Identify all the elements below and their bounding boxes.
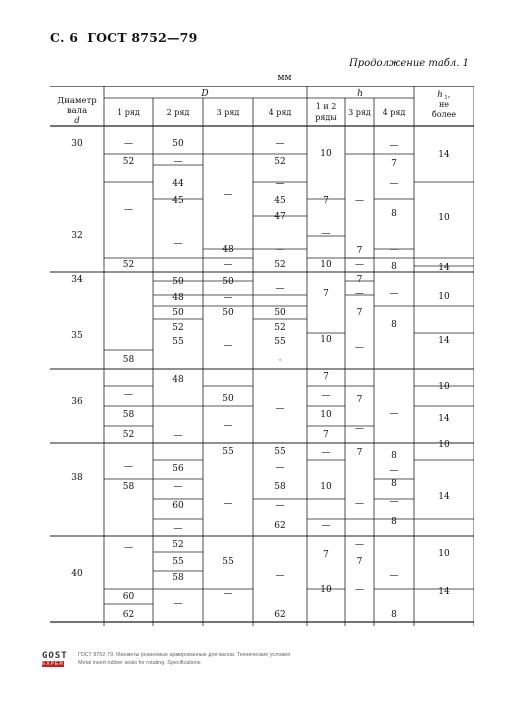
cell-e2: 7 [323,196,329,206]
cell-c13: — [223,589,233,599]
cell-h9: 14 [438,492,450,502]
cell-h4: 10 [438,292,450,302]
cell-g8: 8 [391,320,397,330]
cell-f10: 7 [356,448,363,458]
cell-b11: 48 [172,375,184,385]
cell-f9: — [355,424,364,434]
cell-d9: 50 [274,308,286,318]
shaft-32: 32 [71,231,83,241]
cell-e15: 10 [320,585,332,595]
cell-f3: — [355,260,364,270]
page-header [50,30,197,45]
cell-d18: 62 [274,521,286,531]
footer-title-ru: ГОСТ 8752-79. Манжеты резиновые армированные для валов. Технические условия [78,652,291,658]
cell-d8: — [275,284,285,294]
cell-g1: — [389,141,399,151]
shaft-35: 35 [71,331,83,341]
cell-a13: 62 [122,610,135,620]
cell-g13: — [389,497,399,507]
cell-e3: — [321,229,331,239]
dimensions-table [50,86,474,626]
cell-e13: — [321,521,331,531]
cell-f12: — [355,540,364,550]
cell-d1: — [275,139,285,149]
cell-g6: 8 [391,262,397,272]
cell-g10: 8 [391,451,397,461]
cell-d19: — [275,571,285,581]
shaft-30: 30 [71,139,83,149]
cell-f4: 7 [356,275,363,285]
cell-a3: — [124,205,133,215]
cell-g12: 8 [391,479,397,489]
cell-a2: 52 [122,157,135,167]
cell-f5: — [355,289,364,299]
standard-code: ГОСТ 8752—79 [87,30,198,45]
cell-g14: 8 [391,517,397,527]
gost-expert-logo [42,651,68,667]
cell-h7: 14 [438,414,450,424]
cell-b13: 56 [172,464,184,474]
cell-b9: 52 [172,323,184,333]
cell-b8: 50 [172,308,184,318]
cell-h6: 10 [438,382,450,392]
cell-e7: 7 [323,372,329,382]
cell-b1: 50 [172,139,184,149]
cell-h11: 14 [438,587,450,597]
cell-e4: 10 [320,260,332,270]
cell-d6: — [275,245,285,255]
cell-b14: — [173,482,183,492]
cell-d5: 47 [274,212,286,222]
cell-b15: 60 [172,501,184,511]
cell-b18: 55 [172,557,184,567]
cell-c1: — [223,190,233,200]
cell-a7: 58 [122,410,135,420]
header-h-row12: 1 и 2 [315,102,337,111]
cell-b2: — [173,157,183,167]
cell-g5: — [389,245,399,255]
cell-a10: 58 [122,482,135,492]
header-shaft-d: d [74,116,80,126]
table-continuation-caption: Продолжение табл. 1 [349,58,469,69]
cell-g11: — [389,466,399,476]
footer-title-en: Metal insert rubber seals for rotating. Specifications [78,660,201,666]
cell-e6: 10 [320,335,332,345]
cell-b10: 55 [172,337,184,347]
cell-d4: 45 [274,196,286,206]
cell-f2: 7 [356,246,363,256]
cell-h10: 10 [438,549,450,559]
cell-a12: 60 [122,592,135,602]
cell-g15: — [389,571,399,581]
cell-f7: — [355,343,364,353]
cell-b20: — [173,599,183,609]
cell-d17: — [275,501,285,511]
cell-a5: 58 [122,355,135,365]
cell-c7: — [223,341,233,351]
header-D: D [201,89,209,99]
cell-c6: 50 [222,308,234,318]
cell-e8: — [321,391,331,401]
cell-b12: — [173,431,183,441]
cell-d3: — [275,179,285,189]
cell-h2: 10 [438,213,450,223]
cell-b19: 58 [172,573,184,583]
cell-f1: — [355,196,364,206]
header-D-row4: 4 ряд [268,108,292,117]
header-h-row4: 4 ряд [382,108,406,117]
header-shaft-line1: Диаметр [57,96,97,106]
header-h1-comma: , [447,90,451,99]
cell-a9: — [124,462,133,472]
cell-d15: — [275,463,285,473]
cell-g3: — [389,179,399,189]
header-h-row3: 3 ряд [348,108,371,117]
cell-e14: 7 [323,550,329,560]
cell-b17: 52 [172,540,184,550]
cell-a6: — [124,390,133,400]
cell-f6: 7 [356,308,363,318]
header-h1: h [437,90,443,100]
cell-d13: — [275,404,285,414]
cell-a1: — [124,139,133,149]
header-h1-sub: 1 [444,95,448,101]
cell-e12: 10 [320,482,332,492]
shaft-40: 40 [71,569,83,579]
cell-c9: — [223,421,233,431]
cell-d20: 62 [274,610,286,620]
cell-h8: 10 [438,440,450,450]
cell-c5: — [223,293,233,303]
cell-c4: 50 [222,277,234,287]
header-D-row2: 2 ряд [166,108,190,117]
cell-a11: — [124,543,133,553]
cell-f8: 7 [356,395,363,405]
cell-d11: 55 [274,337,286,347]
header-h-row12b: ряды [315,113,337,122]
cell-d14: 55 [274,447,286,457]
cell-f13: 7 [356,557,363,567]
cell-b7: 48 [172,293,184,303]
cell-h1: 14 [438,150,450,160]
cell-a4: 52 [122,260,135,270]
cell-b4: 45 [172,196,184,206]
header-D-row3: 3 ряд [216,108,240,117]
cell-g7: — [389,289,399,299]
shaft-38: 38 [71,473,83,483]
footer [42,651,290,667]
cell-g9: — [389,409,399,419]
cell-b16: — [173,524,183,534]
cell-b5: — [173,239,183,249]
cell-e1: 10 [320,149,332,159]
cell-d12: · [278,356,282,366]
cell-g2: 7 [391,159,397,169]
cell-g4: 8 [391,209,397,219]
cell-b3: 44 [172,179,184,189]
cell-d2: 52 [274,157,286,167]
cell-c3: — [223,260,233,270]
shaft-36: 36 [71,397,83,407]
page-number: С. 6 [50,30,79,45]
cell-c11: — [223,499,233,509]
header-h1-ne: не [438,100,450,109]
cell-h5: 14 [438,336,450,346]
cell-c12: 55 [222,557,234,567]
cell-c2: 48 [222,245,234,255]
cell-f14: — [355,585,364,595]
cell-g16: 8 [391,610,397,620]
header-D-row1: 1 ряд [117,108,140,117]
cell-e5: 7 [323,289,329,299]
cell-h3: 14 [438,263,450,273]
cell-c8: 50 [222,394,234,404]
cell-c10: 55 [222,447,234,457]
cell-e11: — [321,448,331,458]
unit-label: мм [277,73,292,83]
cell-f11: — [355,499,364,509]
cell-e9: 10 [320,410,332,420]
header-h: h [357,89,363,99]
header-h1-bolee: более [431,110,457,119]
header-shaft-line2: вала [66,106,88,116]
cell-d7: 52 [274,260,286,270]
cell-a8: 52 [122,430,135,440]
shaft-34: 34 [71,275,83,285]
logo-bottom-text: EXPERT [42,661,68,667]
cell-e10: 7 [323,430,329,440]
logo-top-text: GOST [42,651,68,661]
cell-b6: 50 [172,277,184,287]
cell-d16: 58 [274,482,286,492]
cell-d10: 52 [274,323,286,333]
